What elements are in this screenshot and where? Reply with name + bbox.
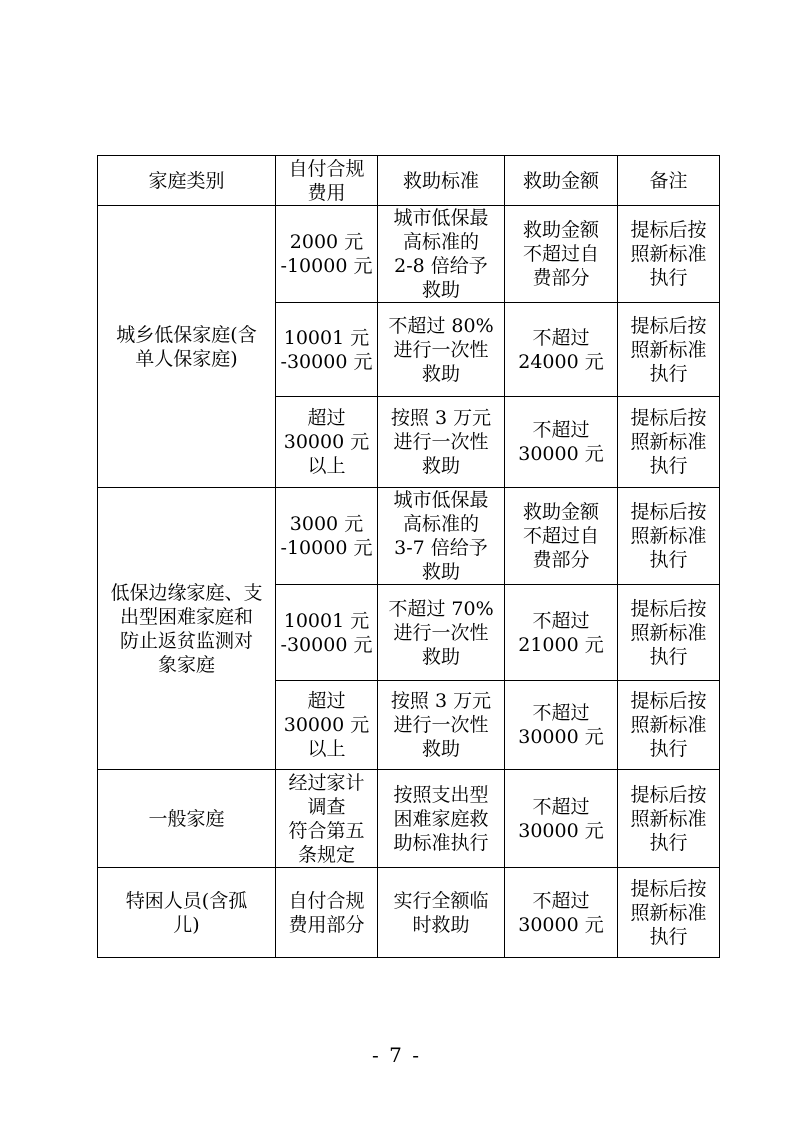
standard-cell: 按照支出型 困难家庭救 助标准执行 [378, 770, 505, 868]
note-cell: 提标后按 照新标准 执行 [618, 397, 720, 488]
relief-standards-table [97, 155, 720, 958]
header-standard: 救助标准 [378, 156, 505, 206]
cost-cell: 自付合规 费用部分 [276, 868, 378, 958]
category-cell: 一般家庭 [98, 770, 276, 868]
header-note: 备注 [618, 156, 720, 206]
amount-cell: 救助金额 不超过自 费部分 [505, 206, 618, 303]
page-number: - 7 - [372, 1043, 421, 1067]
cost-cell: 10001 元 -30000 元 [276, 585, 378, 681]
standard-cell: 实行全额临 时救助 [378, 868, 505, 958]
standard-cell: 不超过 80% 进行一次性 救助 [378, 303, 505, 397]
standard-cell: 城市低保最 高标准的 3-7 倍给予 救助 [378, 488, 505, 585]
amount-cell: 不超过 30000 元 [505, 868, 618, 958]
category-cell: 城乡低保家庭(含 单人保家庭) [98, 206, 276, 488]
amount-cell: 不超过 30000 元 [505, 770, 618, 868]
standard-cell: 城市低保最 高标准的 2-8 倍给予 救助 [378, 206, 505, 303]
category-cell: 低保边缘家庭、支 出型困难家庭和 防止返贫监测对 象家庭 [98, 488, 276, 770]
amount-cell: 救助金额 不超过自 费部分 [505, 488, 618, 585]
header-cost: 自付合规 费用 [276, 156, 378, 206]
category-cell: 特困人员(含孤 儿) [98, 868, 276, 958]
cost-cell: 经过家计 调查 符合第五 条规定 [276, 770, 378, 868]
note-cell: 提标后按 照新标准 执行 [618, 303, 720, 397]
table-row [98, 488, 720, 585]
amount-cell: 不超过 21000 元 [505, 585, 618, 681]
header-category: 家庭类别 [98, 156, 276, 206]
table-header-row [98, 156, 720, 206]
cost-cell: 10001 元 -30000 元 [276, 303, 378, 397]
table-row [98, 868, 720, 958]
amount-cell: 不超过 30000 元 [505, 397, 618, 488]
standard-cell: 按照 3 万元 进行一次性 救助 [378, 397, 505, 488]
standard-cell: 不超过 70% 进行一次性 救助 [378, 585, 505, 681]
cost-cell: 2000 元 -10000 元 [276, 206, 378, 303]
amount-cell: 不超过 24000 元 [505, 303, 618, 397]
note-cell: 提标后按 照新标准 执行 [618, 681, 720, 770]
note-cell: 提标后按 照新标准 执行 [618, 868, 720, 958]
note-cell: 提标后按 照新标准 执行 [618, 488, 720, 585]
cost-cell: 超过 30000 元 以上 [276, 397, 378, 488]
note-cell: 提标后按 照新标准 执行 [618, 585, 720, 681]
table-row [98, 770, 720, 868]
note-cell: 提标后按 照新标准 执行 [618, 770, 720, 868]
note-cell: 提标后按 照新标准 执行 [618, 206, 720, 303]
table-row [98, 206, 720, 303]
cost-cell: 超过 30000 元 以上 [276, 681, 378, 770]
amount-cell: 不超过 30000 元 [505, 681, 618, 770]
header-amount: 救助金额 [505, 156, 618, 206]
cost-cell: 3000 元 -10000 元 [276, 488, 378, 585]
standard-cell: 按照 3 万元 进行一次性 救助 [378, 681, 505, 770]
